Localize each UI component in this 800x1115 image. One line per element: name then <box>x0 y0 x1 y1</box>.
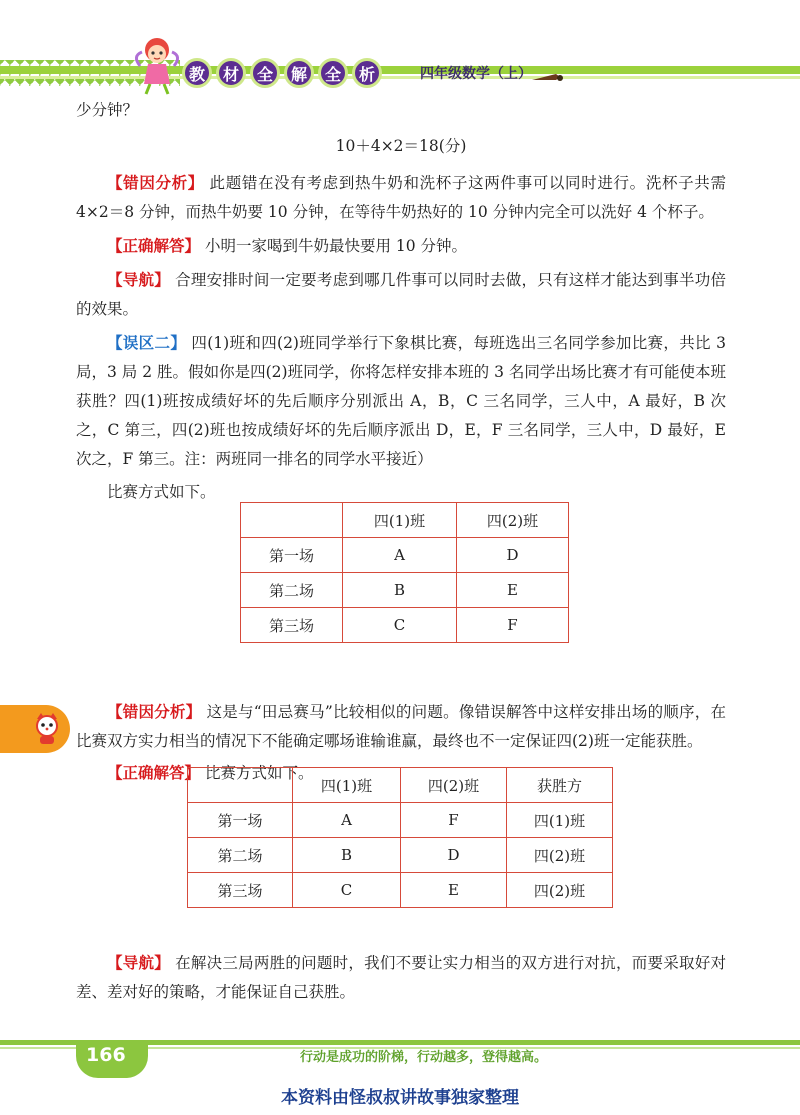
table-cell: B <box>343 573 457 608</box>
table-cell: 第二场 <box>241 573 343 608</box>
source-note: 本资料由怪叔叔讲故事独家整理 <box>281 1088 519 1108</box>
table-row <box>188 838 613 873</box>
table-cell: F <box>457 608 569 643</box>
title-char: 教 <box>182 58 212 88</box>
navigation-text: 在解决三局两胜的问题时，我们不要让实力相当的双方进行对抗，而要采取好对差、差对好的策略，才能保证自己获胜。 <box>76 954 726 1001</box>
table-cell: E <box>401 873 507 908</box>
match-table-2 <box>187 767 613 908</box>
table-cell: F <box>401 803 507 838</box>
title-char: 解 <box>284 58 314 88</box>
header-stripe-light <box>0 76 800 79</box>
page-number: 166 <box>86 1044 126 1066</box>
error-analysis-1 <box>76 168 726 227</box>
table-cell: C <box>293 873 401 908</box>
table-cell: D <box>401 838 507 873</box>
table-row <box>241 573 569 608</box>
navigation-text: 合理安排时间一定要考虑到哪几件事可以同时去做，只有这样才能达到事半功倍的效果。 <box>76 271 726 318</box>
cat-mascot-icon <box>33 711 61 745</box>
table-cell: 第三场 <box>241 608 343 643</box>
navigation-1 <box>76 265 726 324</box>
grade-label: 四年级数学（上） <box>420 66 532 82</box>
title-char: 析 <box>352 58 382 88</box>
title-char: 全 <box>318 58 348 88</box>
table-cell: 四(2)班 <box>457 503 569 538</box>
footer-motto: 行动是成功的阶梯，行动越多，登得越高。 <box>300 1050 548 1065</box>
table-cell: 第一场 <box>241 538 343 573</box>
correct-answer-text: 小明一家喝到牛奶最快要用 10 分钟。 <box>204 237 468 255</box>
title-char: 全 <box>250 58 280 88</box>
table-cell: A <box>343 538 457 573</box>
table-row <box>188 803 613 838</box>
misconception-text: 四(1)班和四(2)班同学举行下象棋比赛，每班选出三名同学参加比赛，共比 3 局，3 局 2 胜。假如你是四(2)班同学，你将怎样安排本班的 3 名同学出场比赛才有可能使本班获胜？四(1)班按成绩好坏的先后顺序分别派出 A，B，C 三名同学，三人中，A 最好，B 次之，C 第三，四(2)班也按成绩好坏的先后顺序派出 D，E，F 三名同学，三人中，D 最好，E 次之，F 第三。注：两班同一排名的同学水平接近） <box>76 334 726 468</box>
table-cell: 四(2)班 <box>507 838 613 873</box>
side-tab <box>0 705 70 753</box>
match-format-intro: 比赛方式如下。 <box>107 483 216 501</box>
table-cell: 四(2)班 <box>401 768 507 803</box>
table-header-row <box>241 503 569 538</box>
error-analysis-text: 此题错在没有考虑到热牛奶和洗杯子这两件事可以同时进行。洗杯子共需 4×2＝8 分钟，而热牛奶要 10 分钟，在等待牛奶热好的 10 分钟内完全可以洗好 4 个杯子。 <box>76 174 726 221</box>
table-header-row <box>188 768 613 803</box>
table-cell <box>188 768 293 803</box>
navigation-tag: 【导航】 <box>107 953 170 972</box>
table-cell: C <box>343 608 457 643</box>
misconception-2 <box>76 328 726 474</box>
table-cell: 第二场 <box>188 838 293 873</box>
table-cell <box>241 503 343 538</box>
correct-answer-tag: 【正确解答】 <box>107 236 201 255</box>
table-cell: 四(1)班 <box>343 503 457 538</box>
correct-answer-1 <box>76 231 726 261</box>
match-table-1 <box>240 502 569 643</box>
navigation-tag: 【导航】 <box>107 270 170 289</box>
page-header <box>0 0 800 100</box>
error-analysis-tag: 【错因分析】 <box>107 702 202 721</box>
title-char: 材 <box>216 58 246 88</box>
table-row <box>241 608 569 643</box>
pencil-icon <box>530 70 564 84</box>
table-cell: 第三场 <box>188 873 293 908</box>
table-cell: 四(1)班 <box>293 768 401 803</box>
table-cell: A <box>293 803 401 838</box>
table-cell: 第一场 <box>188 803 293 838</box>
table-row <box>241 538 569 573</box>
error-analysis-2 <box>76 697 726 756</box>
table-cell: 获胜方 <box>507 768 613 803</box>
misconception-tag: 【误区二】 <box>107 333 187 352</box>
error-analysis-text: 这是与“田忌赛马”比较相似的问题。像错误解答中这样安排出场的顺序，在比赛双方实力相当的情况下不能确定哪场谁输谁赢，最终也不一定保证四(2)班一定能获胜。 <box>76 703 726 750</box>
table-cell: 四(2)班 <box>507 873 613 908</box>
table-cell: B <box>293 838 401 873</box>
table-cell: D <box>457 538 569 573</box>
table-cell: E <box>457 573 569 608</box>
question-tail: 少分钟？ <box>76 101 139 119</box>
error-analysis-tag: 【错因分析】 <box>107 173 204 192</box>
navigation-2 <box>76 948 726 1007</box>
correct-answer-text: 比赛方式如下。 <box>204 764 314 782</box>
book-title <box>182 58 382 88</box>
table-row <box>188 873 613 908</box>
correct-answer-tag: 【正确解答】 <box>107 763 201 782</box>
header-stripe <box>0 66 800 74</box>
fairy-mascot-icon <box>130 34 184 96</box>
wrong-equation: 10＋4×2＝18(分) <box>335 137 467 155</box>
table-cell: 四(1)班 <box>507 803 613 838</box>
